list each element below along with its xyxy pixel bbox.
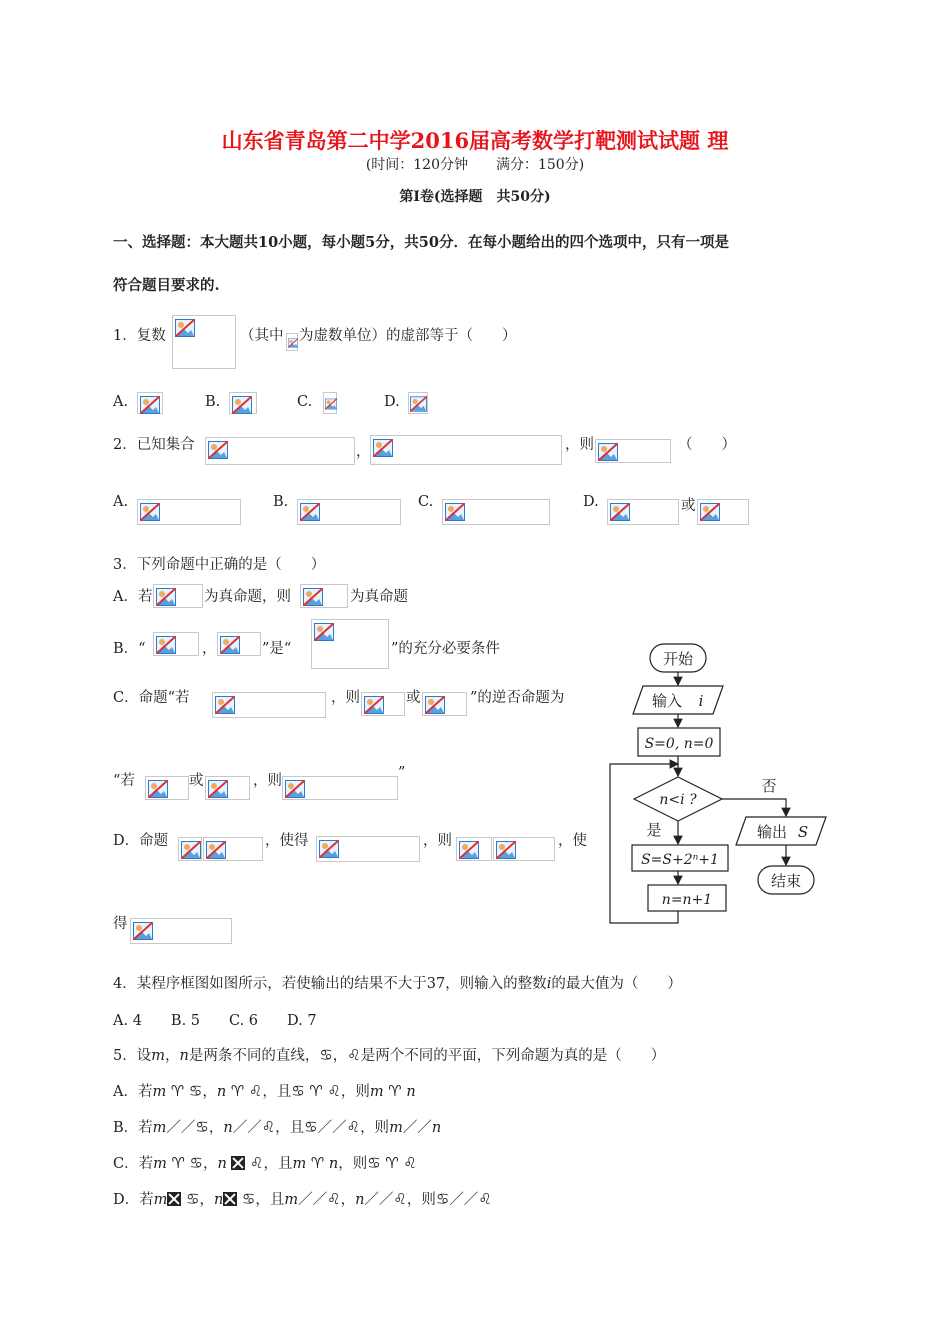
q5-stem-b: 是两条不同的直线， — [188, 1048, 320, 1064]
symbol-alpha: ♋ — [291, 1082, 305, 1100]
symbol-beta: ♌ — [347, 1046, 361, 1064]
var-m: m — [284, 1192, 299, 1208]
option-image — [697, 499, 749, 525]
option-image — [137, 392, 163, 414]
q5-option-c — [113, 1152, 417, 1173]
var-m: m — [153, 1192, 168, 1208]
formula-image — [286, 333, 298, 351]
q5-stem-c: 是两个不同的平面，下列命题为真的是（ ） — [360, 1048, 666, 1064]
then: ，则 — [338, 1156, 368, 1172]
option-image — [229, 392, 257, 414]
option-image — [442, 499, 550, 525]
q2-comma: ， — [356, 444, 371, 460]
formula-image — [203, 837, 263, 861]
broken-image-icon — [325, 396, 337, 412]
broken-image-icon — [314, 623, 334, 641]
flow-step2-label: n=n+1 — [661, 892, 713, 908]
q3-d-3: ，则 — [423, 833, 452, 849]
formula-image — [361, 692, 405, 716]
q1-stem-c: 为虚数单位）的虚部等于（ ） — [299, 328, 517, 344]
flow-yes-label: 是 — [646, 821, 662, 839]
broken-image-icon — [303, 588, 323, 606]
symbol-perp: ♈ — [230, 1082, 245, 1100]
var-n: n — [213, 1192, 224, 1208]
broken-image-icon — [610, 503, 630, 521]
q3-d-4: ，使 — [558, 833, 587, 849]
broken-image-icon — [206, 841, 226, 859]
label: B．若 — [113, 1120, 153, 1136]
broken-image-icon — [598, 443, 618, 461]
broken-image-icon — [410, 396, 427, 412]
page-title: 山东省青岛第二中学2016届高考数学打靶测试试题 理 — [221, 128, 729, 153]
q5-option-d — [113, 1188, 492, 1209]
var-m: m — [153, 1156, 167, 1172]
q3-d-1: D．命题 — [113, 833, 169, 849]
flow-no-label: 否 — [761, 777, 777, 795]
broken-image-icon — [496, 841, 516, 859]
q2-stem-a: 2．已知集合 — [113, 437, 195, 453]
flow-input-label: 输入 — [651, 692, 683, 710]
label: A．若 — [113, 1084, 153, 1100]
q2-option-b-label: B. — [273, 494, 289, 510]
comma: ， — [164, 1048, 180, 1064]
q4-stem-b: 的最大值为（ ） — [551, 976, 682, 992]
broken-image-icon — [300, 503, 320, 521]
var-m: m — [292, 1156, 307, 1172]
symbol-alpha: ♋ — [189, 1154, 203, 1172]
arrow-cond-output — [722, 799, 786, 816]
q1-option-d-label: D. — [384, 394, 400, 410]
q3-c-5: “若 — [113, 773, 135, 789]
q3-c-8: ” — [398, 765, 406, 781]
formula-image — [217, 632, 261, 656]
formula-image — [130, 918, 232, 944]
formula-image — [205, 437, 355, 465]
broken-image-icon — [215, 696, 235, 714]
var-n: n — [355, 1192, 365, 1208]
then: ，则 — [406, 1192, 436, 1208]
broken-image-icon — [156, 588, 176, 606]
q3-b-3: ”是“ — [262, 641, 292, 657]
var-n: n — [179, 1048, 189, 1064]
formula-image — [456, 837, 492, 861]
q3-c-4: ”的逆否命题为 — [470, 690, 565, 706]
symbol-parallel: ／／ — [166, 1120, 196, 1136]
option-image — [323, 392, 337, 414]
q3-c-2: ，则 — [331, 690, 360, 706]
broken-image-icon — [148, 780, 168, 798]
symbol-beta: ♌ — [250, 1154, 264, 1172]
formula-image — [422, 692, 467, 716]
section-title: 第Ⅰ卷(选择题 共50分) — [399, 189, 551, 205]
symbol-alpha: ♋ — [435, 1190, 450, 1208]
symbol-beta: ♌ — [478, 1190, 492, 1208]
formula-image — [493, 837, 555, 861]
q3-stem: 3．下列命题中正确的是（ ） — [113, 557, 326, 573]
formula-image — [153, 584, 203, 608]
var-m: m — [152, 1120, 167, 1136]
symbol-perp: ♈ — [171, 1154, 185, 1172]
broken-image-icon — [208, 780, 228, 798]
formula-image — [370, 435, 562, 465]
missing-glyph-icon — [167, 1192, 181, 1206]
formula-image — [212, 692, 326, 718]
q2-option-c-label: C. — [418, 494, 434, 510]
formula-image — [172, 315, 236, 369]
symbol-perp: ♈ — [309, 1082, 323, 1100]
broken-image-icon — [425, 696, 445, 714]
broken-image-icon — [175, 319, 195, 337]
then: ，则 — [340, 1084, 370, 1100]
formula-image — [178, 837, 202, 861]
symbol-parallel: ／／ — [232, 1120, 262, 1136]
question-5-stem — [113, 1044, 665, 1065]
q3-c-6: 或 — [189, 773, 204, 789]
q3-d-5: 得 — [113, 916, 128, 932]
symbol-parallel: ／／ — [364, 1192, 394, 1208]
q1-option-b-label: B. — [205, 394, 221, 410]
option-image — [408, 392, 428, 414]
broken-image-icon — [364, 696, 384, 714]
broken-image-icon — [373, 439, 393, 457]
q3-c-1: C．命题“若 — [113, 690, 190, 706]
q3-a-3: 为真命题 — [350, 589, 408, 605]
exam-info: (时间：120分钟 满分：150分) — [365, 157, 585, 173]
var-n: n — [216, 1084, 227, 1100]
and: ，且 — [262, 1084, 292, 1100]
symbol-beta: ♌ — [346, 1118, 361, 1136]
broken-image-icon — [140, 396, 160, 414]
formula-image — [595, 439, 671, 463]
q5-option-a — [113, 1080, 416, 1101]
program-flowchart — [605, 640, 835, 930]
symbol-alpha: ♋ — [186, 1190, 200, 1208]
symbol-alpha: ♋ — [195, 1118, 209, 1136]
var-m: m — [152, 1084, 167, 1100]
comma: ， — [202, 1156, 218, 1172]
formula-image — [145, 776, 189, 800]
flow-step1-label: S=S+2ⁿ+1 — [641, 852, 719, 868]
q3-b-2: ， — [202, 641, 217, 657]
q2-option-d-label: D. — [583, 494, 599, 510]
q3-b-4: ”的充分必要条件 — [391, 641, 500, 657]
q3-d-2: ，使得 — [265, 833, 309, 849]
symbol-alpha: ♋ — [319, 1046, 333, 1064]
formula-image — [311, 619, 389, 669]
q2-answer-paren: （ ） — [678, 437, 736, 453]
formula-image — [153, 632, 199, 656]
broken-image-icon — [208, 441, 228, 459]
q1-option-c-label: C. — [297, 394, 313, 410]
comma: ， — [208, 1120, 224, 1136]
symbol-alpha: ♋ — [188, 1082, 203, 1100]
q3-a-2: 为真命题，则 — [204, 589, 291, 605]
flow-init-label: S=0, n=0 — [644, 736, 714, 752]
missing-glyph-icon — [223, 1192, 237, 1206]
symbol-parallel: ／／ — [402, 1120, 432, 1136]
symbol-beta: ♌ — [327, 1082, 341, 1100]
q1-option-a-label: A. — [113, 394, 129, 410]
q3-c-3: 或 — [406, 690, 421, 706]
q4-var: i — [546, 976, 552, 992]
comma: ， — [199, 1192, 214, 1208]
var-m: m — [151, 1048, 165, 1064]
q1-stem-b: （其中 — [240, 328, 284, 344]
broken-image-icon — [232, 396, 252, 414]
question-4-stem — [113, 972, 682, 993]
q3-a-1: A．若 — [113, 589, 153, 605]
var-m: m — [369, 1084, 384, 1100]
flow-output-var: S — [797, 823, 809, 841]
var-n: n — [431, 1120, 442, 1136]
q3-c-7: ，则 — [253, 773, 282, 789]
symbol-perp: ♈ — [388, 1082, 402, 1100]
flow-end-label: 结束 — [770, 872, 802, 890]
q2-option-a-label: A. — [113, 494, 129, 510]
symbol-beta: ♌ — [248, 1082, 263, 1100]
label: C．若 — [113, 1156, 154, 1172]
broken-image-icon — [181, 841, 201, 859]
option-image — [137, 499, 241, 525]
formula-image — [300, 584, 348, 608]
symbol-parallel: ／／ — [317, 1120, 347, 1136]
comma: ， — [340, 1192, 356, 1208]
symbol-perp: ♈ — [310, 1154, 325, 1172]
q2-then: ，则 — [565, 437, 594, 453]
broken-image-icon — [133, 922, 153, 940]
var-n: n — [406, 1084, 416, 1100]
flow-output-label: 输出 — [756, 823, 788, 841]
missing-glyph-icon — [231, 1156, 245, 1170]
symbol-beta: ♌ — [327, 1190, 341, 1208]
symbol-beta: ♌ — [403, 1154, 417, 1172]
then: ，则 — [360, 1120, 390, 1136]
and: ，且 — [255, 1192, 285, 1208]
broken-image-icon — [285, 780, 305, 798]
broken-image-icon — [459, 841, 479, 859]
broken-image-icon — [288, 336, 298, 350]
symbol-alpha: ♋ — [367, 1154, 381, 1172]
instructions-line-1: 一、选择题：本大题共10小题，每小题5分，共50分．在每小题给出的四个选项中，只有一项是 — [113, 234, 729, 251]
comma: ， — [202, 1084, 217, 1100]
flow-input-var: i — [698, 692, 704, 710]
formula-image — [282, 776, 398, 800]
option-image — [607, 499, 679, 525]
flow-condition-label: n<i ? — [659, 792, 697, 808]
broken-image-icon — [700, 503, 720, 521]
var-n: n — [217, 1156, 227, 1172]
q2-or: 或 — [681, 498, 696, 514]
symbol-perp: ♈ — [170, 1082, 185, 1100]
var-n: n — [223, 1120, 233, 1136]
symbol-perp: ♈ — [385, 1154, 399, 1172]
symbol-parallel: ／／ — [298, 1192, 328, 1208]
comma: ， — [332, 1048, 348, 1064]
var-m: m — [389, 1120, 403, 1136]
instructions-line-2: 符合题目要求的. — [113, 277, 220, 294]
q1-stem-a: 1．复数 — [113, 328, 166, 344]
broken-image-icon — [156, 636, 176, 654]
q5-stem-a: 5．设 — [113, 1048, 152, 1064]
and: ，且 — [263, 1156, 293, 1172]
broken-image-icon — [319, 840, 339, 858]
formula-image — [205, 776, 250, 800]
symbol-parallel: ／／ — [449, 1192, 479, 1208]
q4-stem-a: 4．某程序框图如图所示，若使输出的结果不大于37，则输入的整数 — [113, 976, 547, 992]
broken-image-icon — [140, 503, 160, 521]
and: ，且 — [275, 1120, 305, 1136]
label: D．若 — [113, 1192, 154, 1208]
formula-image — [316, 836, 420, 862]
symbol-beta: ♌ — [261, 1118, 276, 1136]
var-n: n — [328, 1156, 339, 1172]
flow-start-label: 开始 — [662, 650, 694, 668]
broken-image-icon — [445, 503, 465, 521]
option-image — [297, 499, 401, 525]
symbol-alpha: ♋ — [304, 1118, 318, 1136]
q4-options: A. 4 B. 5 C. 6 D. 7 — [113, 1013, 317, 1029]
q5-option-b — [113, 1116, 441, 1137]
symbol-beta: ♌ — [393, 1190, 407, 1208]
symbol-alpha: ♋ — [241, 1190, 256, 1208]
q3-b-1: B．“ — [113, 641, 146, 657]
broken-image-icon — [220, 636, 240, 654]
